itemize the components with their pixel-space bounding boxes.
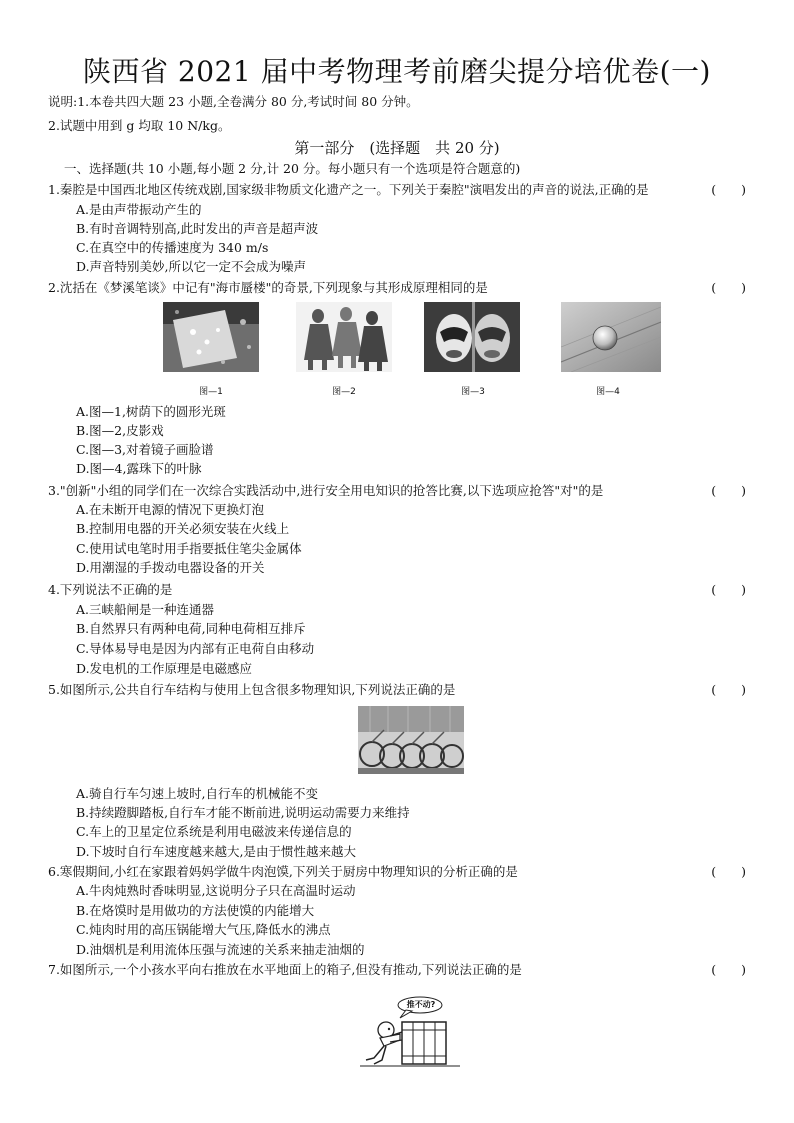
section-title: 第一部分 (选择题 共 20 分) xyxy=(294,139,500,157)
figure-1-tree-shadow-spots xyxy=(163,302,259,372)
figure-2-caption: 图—2 xyxy=(332,387,356,397)
question-7-stem: 7.如图所示,一个小孩水平向右推放在水平地面上的箱子,但没有推动,下列说法正确的是 xyxy=(48,962,522,977)
question-2-option-d: D.图—4,露珠下的叶脉 xyxy=(76,461,202,476)
question-1-option-b: B.有时音调特别高,此时发出的声音是超声波 xyxy=(76,221,319,236)
figure-4-caption: 图—4 xyxy=(596,387,620,397)
question-4-option-b: B.自然界只有两种电荷,同种电荷相互排斥 xyxy=(76,621,306,636)
question-6-stem: 6.寒假期间,小红在家跟着妈妈学做牛肉泡馍,下列关于厨房中物理知识的分析正确的是 xyxy=(48,864,518,879)
question-4-stem: 4.下列说法不正确的是 xyxy=(48,582,173,597)
question-6-option-d: D.油烟机是利用流体压强与流速的关系来抽走油烟的 xyxy=(76,942,365,957)
question-2-option-c: C.图—3,对着镜子画脸谱 xyxy=(76,442,214,457)
question-6-option-c: C.炖肉时用的高压锅能增大气压,降低水的沸点 xyxy=(76,922,331,937)
figure-4-dewdrop-leaf xyxy=(561,302,661,372)
question-3-option-c: C.使用试电笔时用手指要抵住笔尖金属体 xyxy=(76,541,302,556)
answer-bracket-1: ( ) xyxy=(711,182,746,197)
question-1-option-d: D.声音特别美妙,所以它一定不会成为噪声 xyxy=(76,259,307,274)
question-4-option-a: A.三峡船闸是一种连通器 xyxy=(76,602,215,617)
speech-bubble-text: 推不动? xyxy=(406,1000,436,1009)
question-5-option-b: B.持续蹬脚踏板,自行车才能不断前进,说明运动需要力来维持 xyxy=(76,805,410,820)
question-5-stem: 5.如图所示,公共自行车结构与使用上包含很多物理知识,下列说法正确的是 xyxy=(48,682,456,697)
question-1-option-c: C.在真空中的传播速度为 340 m/s xyxy=(76,240,269,255)
answer-bracket-6: ( ) xyxy=(711,864,746,879)
figure-3-face-painting-mirror xyxy=(424,302,520,372)
answer-bracket-3: ( ) xyxy=(711,483,746,498)
answer-bracket-2: ( ) xyxy=(711,280,746,295)
question-5-option-d: D.下坡时自行车速度越来越大,是由于惯性越来越大 xyxy=(76,844,357,859)
question-3-stem: 3."创新"小组的同学们在一次综合实践活动中,进行安全用电知识的抢答比赛,以下选项应抢答"对"的是 xyxy=(48,483,604,498)
answer-bracket-5: ( ) xyxy=(711,682,746,697)
question-1-stem: 1.秦腔是中国西北地区传统戏剧,国家级非物质文化遗产之一。下列关于秦腔"演唱发出的声音的说法,正确的是 xyxy=(48,182,649,197)
figure-public-bicycles xyxy=(358,706,464,774)
exam-title: 陕西省 2021 届中考物理考前磨尖提分培优卷(一) xyxy=(83,55,711,88)
question-6-option-b: B.在烙馍时是用做功的方法使馍的内能增大 xyxy=(76,903,315,918)
instruction-note-2: 2.试题中用到 g 均取 10 N/kg。 xyxy=(48,118,231,133)
question-6-option-a: A.牛肉炖熟时香味明显,这说明分子只在高温时运动 xyxy=(76,883,356,898)
question-4-option-d: D.发电机的工作原理是电磁感应 xyxy=(76,661,253,676)
question-2-stem: 2.沈括在《梦溪笔谈》中记有"海市蜃楼"的奇景,下列现象与其形成原理相同的是 xyxy=(48,280,488,295)
section-instruction: 一、选择题(共 10 小题,每小题 2 分,计 20 分。每小题只有一个选项是符合题意的) xyxy=(64,161,521,176)
question-3-option-d: D.用潮湿的手拨动电器设备的开关 xyxy=(76,560,265,575)
figure-3-caption: 图—3 xyxy=(461,387,485,397)
answer-bracket-4: ( ) xyxy=(711,582,746,597)
answer-bracket-7: ( ) xyxy=(711,962,746,977)
question-4-option-c: C.导体易导电是因为内部有正电荷自由移动 xyxy=(76,641,315,656)
question-5-option-c: C.车上的卫星定位系统是利用电磁波来传递信息的 xyxy=(76,824,352,839)
question-3-option-a: A.在未断开电源的情况下更换灯泡 xyxy=(76,502,265,517)
instruction-note-1: 说明:1.本卷共四大题 23 小题,全卷满分 80 分,考试时间 80 分钟。 xyxy=(48,94,419,109)
question-3-option-b: B.控制用电器的开关必须安装在火线上 xyxy=(76,521,290,536)
question-5-option-a: A.骑自行车匀速上坡时,自行车的机械能不变 xyxy=(76,786,318,801)
question-1-option-a: A.是由声带振动产生的 xyxy=(76,202,202,217)
question-2-option-b: B.图—2,皮影戏 xyxy=(76,423,164,438)
question-2-option-a: A.图—1,树荫下的圆形光斑 xyxy=(76,404,226,419)
figure-1-caption: 图—1 xyxy=(199,387,223,397)
figure-2-shadow-puppets xyxy=(296,302,392,372)
